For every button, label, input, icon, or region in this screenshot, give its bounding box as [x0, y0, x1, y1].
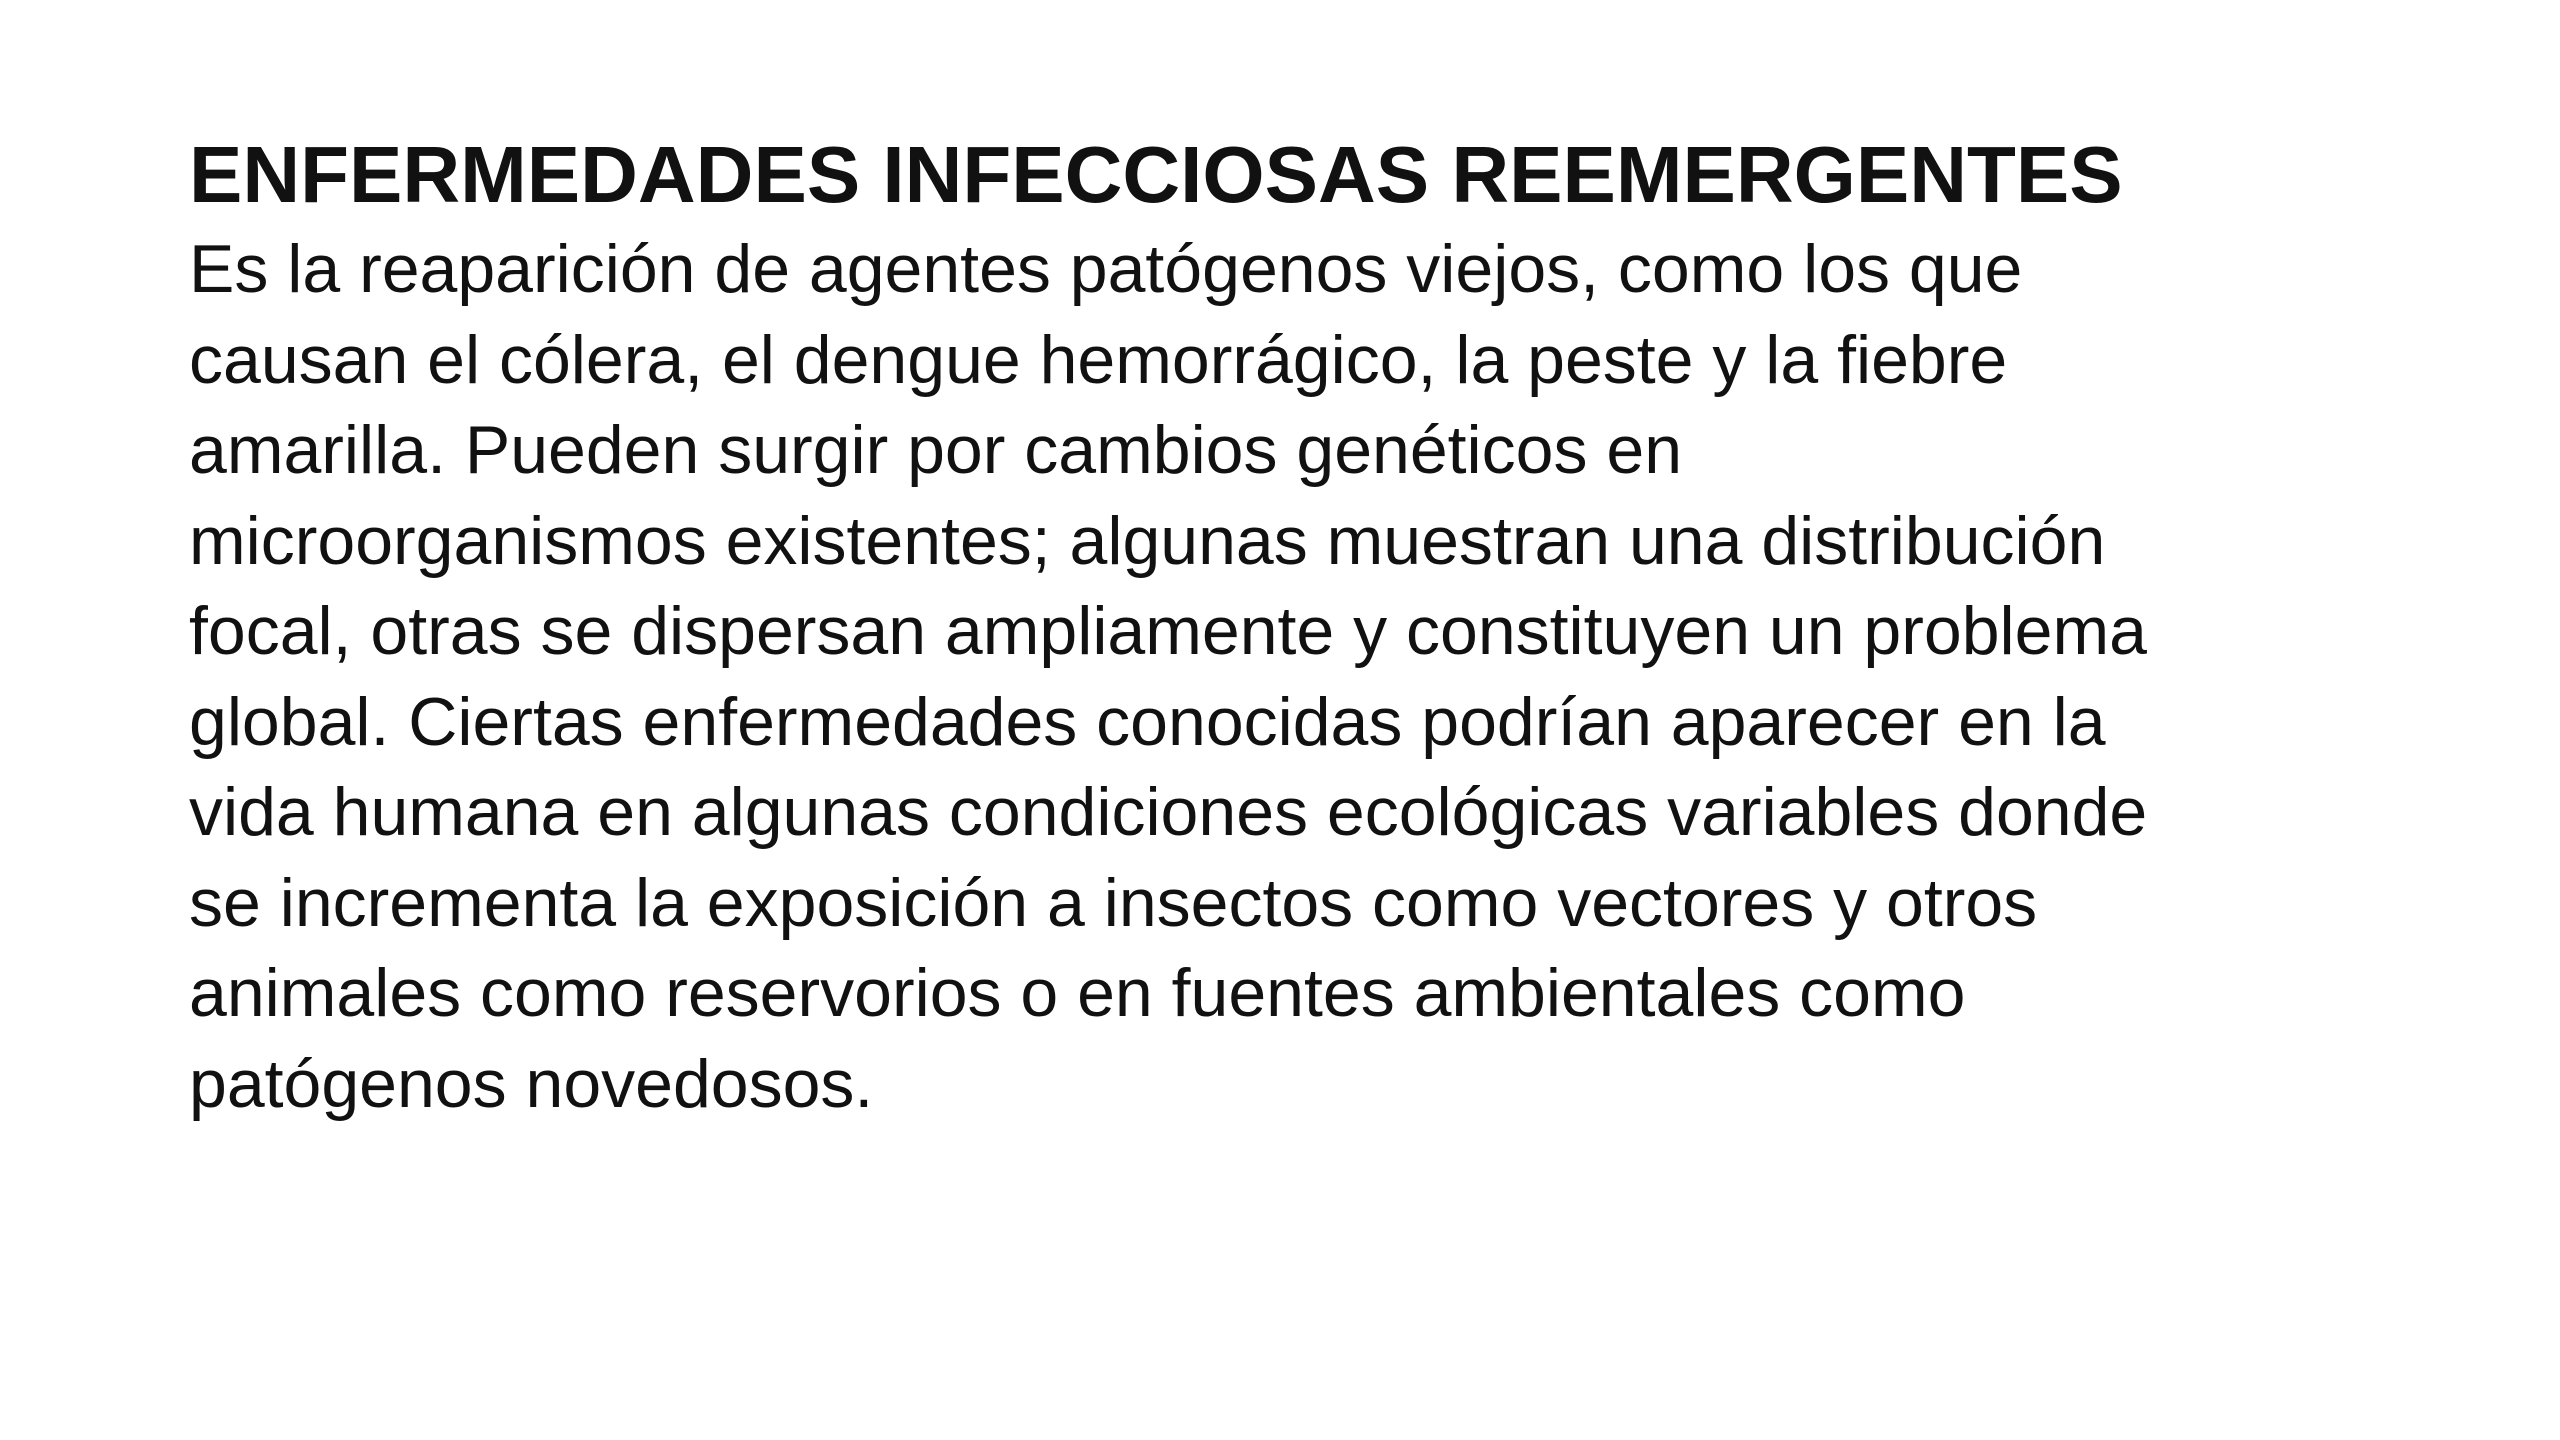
body-line: causan el cólera, el dengue hemorrágico, la peste y la fiebre — [189, 321, 2008, 398]
body-line: animales como reservorios o en fuentes ambientales como — [189, 955, 1966, 1031]
slide-content — [189, 126, 2429, 1129]
body-line: focal, otras se dispersan ampliamente y constituyen un problema — [189, 593, 2147, 669]
slide-body-text — [189, 224, 2429, 1129]
body-line: patógenos novedosos. — [189, 1045, 874, 1122]
body-line: global. Ciertas enfermedades conocidas podrían aparecer en la — [189, 683, 2106, 760]
body-line: Es la reaparición de agentes patógenos viejos, como los que — [189, 231, 2023, 307]
slide-title: ENFERMEDADES INFECCIOSAS REEMERGENTES — [189, 130, 2123, 219]
body-line: amarilla. Pueden surgir por cambios genéticos en — [189, 412, 1683, 488]
body-line: se incrementa la exposición a insectos como vectores y otros — [189, 864, 2038, 941]
body-line: microorganismos existentes; algunas muestran una distribución — [189, 502, 2106, 579]
body-line: vida humana en algunas condiciones ecológicas variables donde — [189, 774, 2148, 850]
